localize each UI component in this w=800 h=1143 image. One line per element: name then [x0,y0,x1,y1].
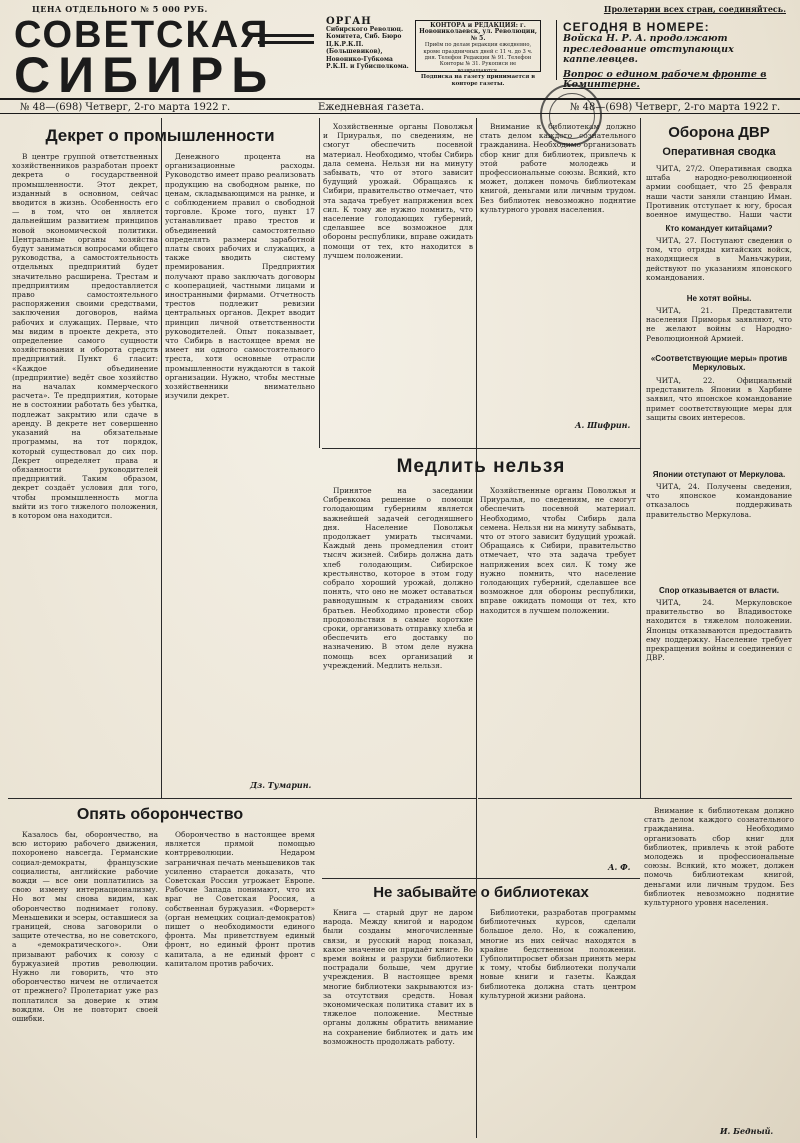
dateline-center: Ежедневная газета. [318,102,425,113]
organ-text: Сибирского Революц. Комитета, Сиб. Бюро Ц.К.Р.К.П. (Большевиков), Новонико-Губкома Р.К.П. и Губисполкома. [326,25,409,70]
libraries-text-col1 [323,908,473,1136]
decree-text-col2 [165,152,315,772]
dvr-section-signature: А. Шифрин. [575,420,631,430]
libraries-paragraph: Книга — старый друг не даром народа. Между книгой и народом были созданы многочисленные связи, и русский народ показал, какое значение он придаёт книге. Во время войны и разрухи библиотеки пострадали больше, чем другие учреждения. В настоящее время многие библиотеки закрываются из-за отсутствия средств. Новая экономическая политика ставит их в тяжелое положение. Местные органы должны обратить внимание на сохранение библиотек и дать им возможность продолжать работу. [323,908,473,1046]
newspaper-title-line2: СИБИРЬ [14,47,276,103]
column-rule [476,118,477,1138]
dvr-text-b [646,236,792,290]
party-motto: Пролетарии всех стран, соединяйтесь. [603,4,786,14]
dvr-subhead: Оперативная сводка [662,146,776,158]
organ-block [326,18,412,71]
libraries-paragraph: Внимание к библиотекам должно стать делом каждого сознательного гражданина. Необходимо организовать сбор книг для библиотек, привлечь к этой работе молодежь и профессиональные союзы. Всякий, кто может, должен помочь библиотекам книгой, деньгами или личным трудом. Без библиотек невозможно поднятие культурного уровня населения. [644,806,794,908]
libraries-headline: Не забывайте о библиотеках [373,884,589,901]
dvr-headline: Оборона ДВР [668,124,770,141]
defense-text-col2 [165,830,315,1135]
delay-paragraph: Хозяйственные органы Поволжья и Приуралья, по сведениям, не смогут обеспечить посевной материал. Необходимо, чтобы Сибирь дала семена. Нельзя ни на минуту забывать, что от этого зависит будущий урожай. Обращаясь к Сибири, правительство отмечает, что эта задача требует напряжения всех сил. К тому же нужно помнить, что население голодающих губерний, сделавшее все возможное для обороны республики, вправе ожидать помощи от тех, кто находится в лучшем положении. [480,486,636,615]
dvr-box-heading: Японии отступают от Меркулова. [652,470,786,479]
column-rule [161,118,162,798]
decree-paragraph: В центре группой ответственных хозяйственников разработан проект декрета о государственной промышленности. Этот декрет, изданный в основном, сейчас вводится в жизнь. Особенность его — в том, что он является дальнейшим развитием принципов новой экономической политики. Центральные органы хозяйства будут заниматься вопросами общего руководства, а самостоятельность отдельных предприятий будет значительно расширена. Трестам и предприятиям предоставляется право самостоятельного распоряжения своими средствами, заключения договоров, найма рабочих и служащих. Первые, что мы видим в проекте декрета, это определение самого сущности хозяйствования и оборота средств предприятий. Пункт 6 гласит: «Каждое объединение (предприятие) ведёт свое хозяйство на началах коммерческого расчета». Те предприятия, которые не в состоянии работать без убытка, подлежат закрытию или сдаче в аренду. В декрете нет совершенно указаний на обязательные программы, на тот порядок, который существовал до сих пор. Декрет определяет права и обязанности руководителей предприятий. Таким образом, декрет создаёт условия для того, чтобы промышленность могла выйти из того тяжелого положения, в котором она находится. [12,152,158,520]
dvr-box-heading: Спор отказывается от власти. [658,586,779,595]
dvr-paragraph: ЧИТА, 27/2. Оперативная сводка штаба народно-революционной армии сообщает, что 25 февраля наши части заняли станцию Иман. Противник отступает к югу, бросая военное имущество. Наши части [646,164,792,220]
defense-headline: Опять оборончество [76,806,244,823]
delay-signature: А. Ф. [608,862,631,872]
dvr-box-heading: Не хотят войны. [686,294,752,303]
section-rule [322,878,640,879]
column-rule [640,118,641,798]
dvr-paragraph: ЧИТА, 27. Поступают сведения о том, что отряды китайских войск, находящиеся в Маньчжурии, действуют по указаниям японского командования. [646,236,792,282]
decree-headline: Декрет о промышленности [45,126,275,145]
organ-heading: ОРГАН [326,16,372,27]
dvr-text-c [646,306,792,350]
dvr-box-heading: «Соответствующие меры» против Меркуловых. [650,354,788,372]
dvr-paragraph: ЧИТА, 21. Представители населения Приморья заявляют, что не желают войны с Народно-Революционной Армией. [646,306,792,343]
today-in-issue [556,20,792,90]
libraries-text-col3 [644,806,794,1124]
dvr-text-d [646,376,792,466]
decree-signature: Дз. Тумарин. [250,780,312,790]
today-heading: СЕГОДНЯ В НОМЕРЕ: [563,20,710,34]
title-decor-rule [258,34,314,44]
dvr-text-f [646,598,792,794]
libraries-signature: И. Бедный. [720,1126,774,1136]
middle-top-col [323,122,473,442]
office-title: КОНТОРА и РЕДАКЦИЯ: г. Новониколаевск, ул. Революции, № 5. [419,22,537,42]
dvr-paragraph: ЧИТА, 24. Меркуловское правительство во Владивостоке находится в тяжелом положении. Японцы отказываются предоставить ему поддержку. Население требует прекращения войны и соединения с ДВР. [646,598,792,663]
decree-paragraph: Денежного процента на организационные расходы. Руководство имеет право реализовать продукцию на свободном рынке, по ценам, складывающимся на рынке, и с соблюдением правил о свободной торговле. Кроме того, пункт 17 устанавливает право трестов и объединений самостоятельно определять размеры заработной платы своих рабочих и служащих, а также вводить систему премирования. Предприятия получают право заключать договоры с кооперацией, частными лицами и иностранными фирмами. Отчетность трестов подлежит ревизии центральных органов. Декрет вводит принцип личной ответственности руководителей. Опыт показывает, что Сибирь в настоящее время не имеет ни одного самостоятельного треста, хотя основные отрасли промышленности нуждаются в такой организации. Нужно, чтобы местные хозяйственники внимательно изучили декрет. [165,152,315,401]
dvr-box-heading: Кто командует китайцами? [665,224,773,233]
delay-text-col1 [323,486,473,871]
today-item-2: Вопрос о едином рабочем фронте в Коминтерне. [563,68,767,90]
dvr-paragraph: ЧИТА, 22. Официальный представитель Японии в Харбине заявил, что японское командование примет соответствующие меры для защиты своих интересов. [646,376,792,422]
today-item-1: Войска Н. Р. А. продолжают преследование отступающих каппелевцев. [563,33,734,65]
defense-paragraph: Оборончество в настоящее время является прямой помощью контрреволюции. Недаром заграничная печать меньшевиков так усиленно старается доказать, что Советская Россия угрожает Европе. Рабочие Запада понимают, что их враг не Советская Россия, а собственная буржуазия. «Форверст» (орган немецких социал-демократов) пишет о необходимости единого фронта. Мы приветствуем единый фронт, но единый фронт против капитала, а не единый фронт с капиталом против рабочих. [165,830,315,968]
delay-headline: Медлить нельзя [396,456,566,477]
newspaper-title-line1: СОВЕТСКАЯ [14,14,270,56]
decree-text-col1 [12,152,158,792]
libraries-text-col2 [480,908,636,1136]
delay-text-col2 [480,486,636,856]
office-box [415,20,541,72]
issue-price: ЦЕНА ОТДЕЛЬНОГО № 5 000 РУБ. [32,4,208,14]
middle-top-paragraph2: Внимание к библиотекам должно стать делом каждого сознательного гражданина. Необходимо организовать сбор книг для библиотек, привлечь к этой работе молодежь и профессиональные союзы. Всякий, кто может, должен помочь библиотекам книгой, деньгами или личным трудом. Без библиотек невозможно поднятие культурного уровня населения. [480,122,636,214]
dateline-left: № 48—(698) Четверг, 2-го марта 1922 г. [20,102,231,113]
dvr-text-e [646,482,792,582]
subscription-note: Подписка на газету принимается в конторе газеты. [420,74,536,87]
dateline [0,98,800,114]
dateline-right: № 48—(698) Четверг, 2-го марта 1922 г. [570,102,781,113]
middle-top-col2 [480,122,636,352]
section-rule [322,448,640,449]
delay-paragraph: Принятое на заседании Сибревкома решение о помощи голодающим губерниям является важнейшей задачей сегодняшнего дня. Население Поволжья продолжает умирать тысячами. Каждый день промедления стоит тысяч жизней. Сибирь должна дать хлеб голодающим. Сибирское крестьянство, которое в этом году собрало хороший урожай, должно понять, что оно не может оставаться равнодушным к страданиям своих братьев. Необходимо провести сбор продовольствия в самые короткие сроки, организовать отправку хлеба и обеспечить его доставку по назначению. В этом деле нужна помощь всех организаций и учреждений. Медлить нельзя. [323,486,473,670]
defense-paragraph: Казалось бы, оборончество, на всю историю рабочего движения, похоронено навсегда. Германские социал-демократы, французские социалисты, английские рабочие вожди — все они поплатились за свою измену интернационализму. Но вот мы снова видим, как оборончество поднимает голову. Меньшевики и эсеры, оставшиеся за границей, снова заговорили о защите отечества, но не советского, а «демократического». Они призывают рабочих к союзу с буржуазией против революции. Нужно ли говорить, что это оборончество ничем не отличается от прежнего? Пролетариат уже раз поплатился за доверие к этим вождям. Он не повторит своей ошибки. [12,830,158,1024]
dvr-text-a [646,164,792,220]
middle-top-paragraph: Хозяйственные органы Поволжья и Приуралья, по сведениям, не смогут обеспечить посевной материал. Необходимо, чтобы Сибирь дала семена. Нельзя ни на минуту забывать, что от этого зависит будущий урожай. Обращаясь к Сибири, правительство отмечает, что эта задача требует напряжения всех сил. К тому же нужно помнить, что население голодающих губерний, сделавшее все возможное для обороны республики, вправе ожидать помощи от тех, кто находится в лучшем положении. [323,122,473,260]
column-rule [319,118,320,448]
libraries-paragraph: Библиотеки, разработав программы библиотечных курсов, сделали большое дело. Но, к сожалению, многие из них сейчас находятся в крайне бедственном положении. Губполитпросвет обязан принять меры к тому, чтобы библиотеки получали новые книги и газеты. Каждая библиотека должна стать центром культурной жизни района. [480,908,636,1000]
defense-text-col1 [12,830,158,1135]
office-text: Приём по делам редакции ежедневно, кроме праздничных дней с 11 ч. до 3 ч. дня. Телефон Редакции № 91. Телефон Конторы № 31. Рукописи не возвращаются. [423,42,533,74]
dvr-paragraph: ЧИТА, 24. Получены сведения, что японское командование отказалось поддерживать правительство Меркулова. [646,482,792,519]
